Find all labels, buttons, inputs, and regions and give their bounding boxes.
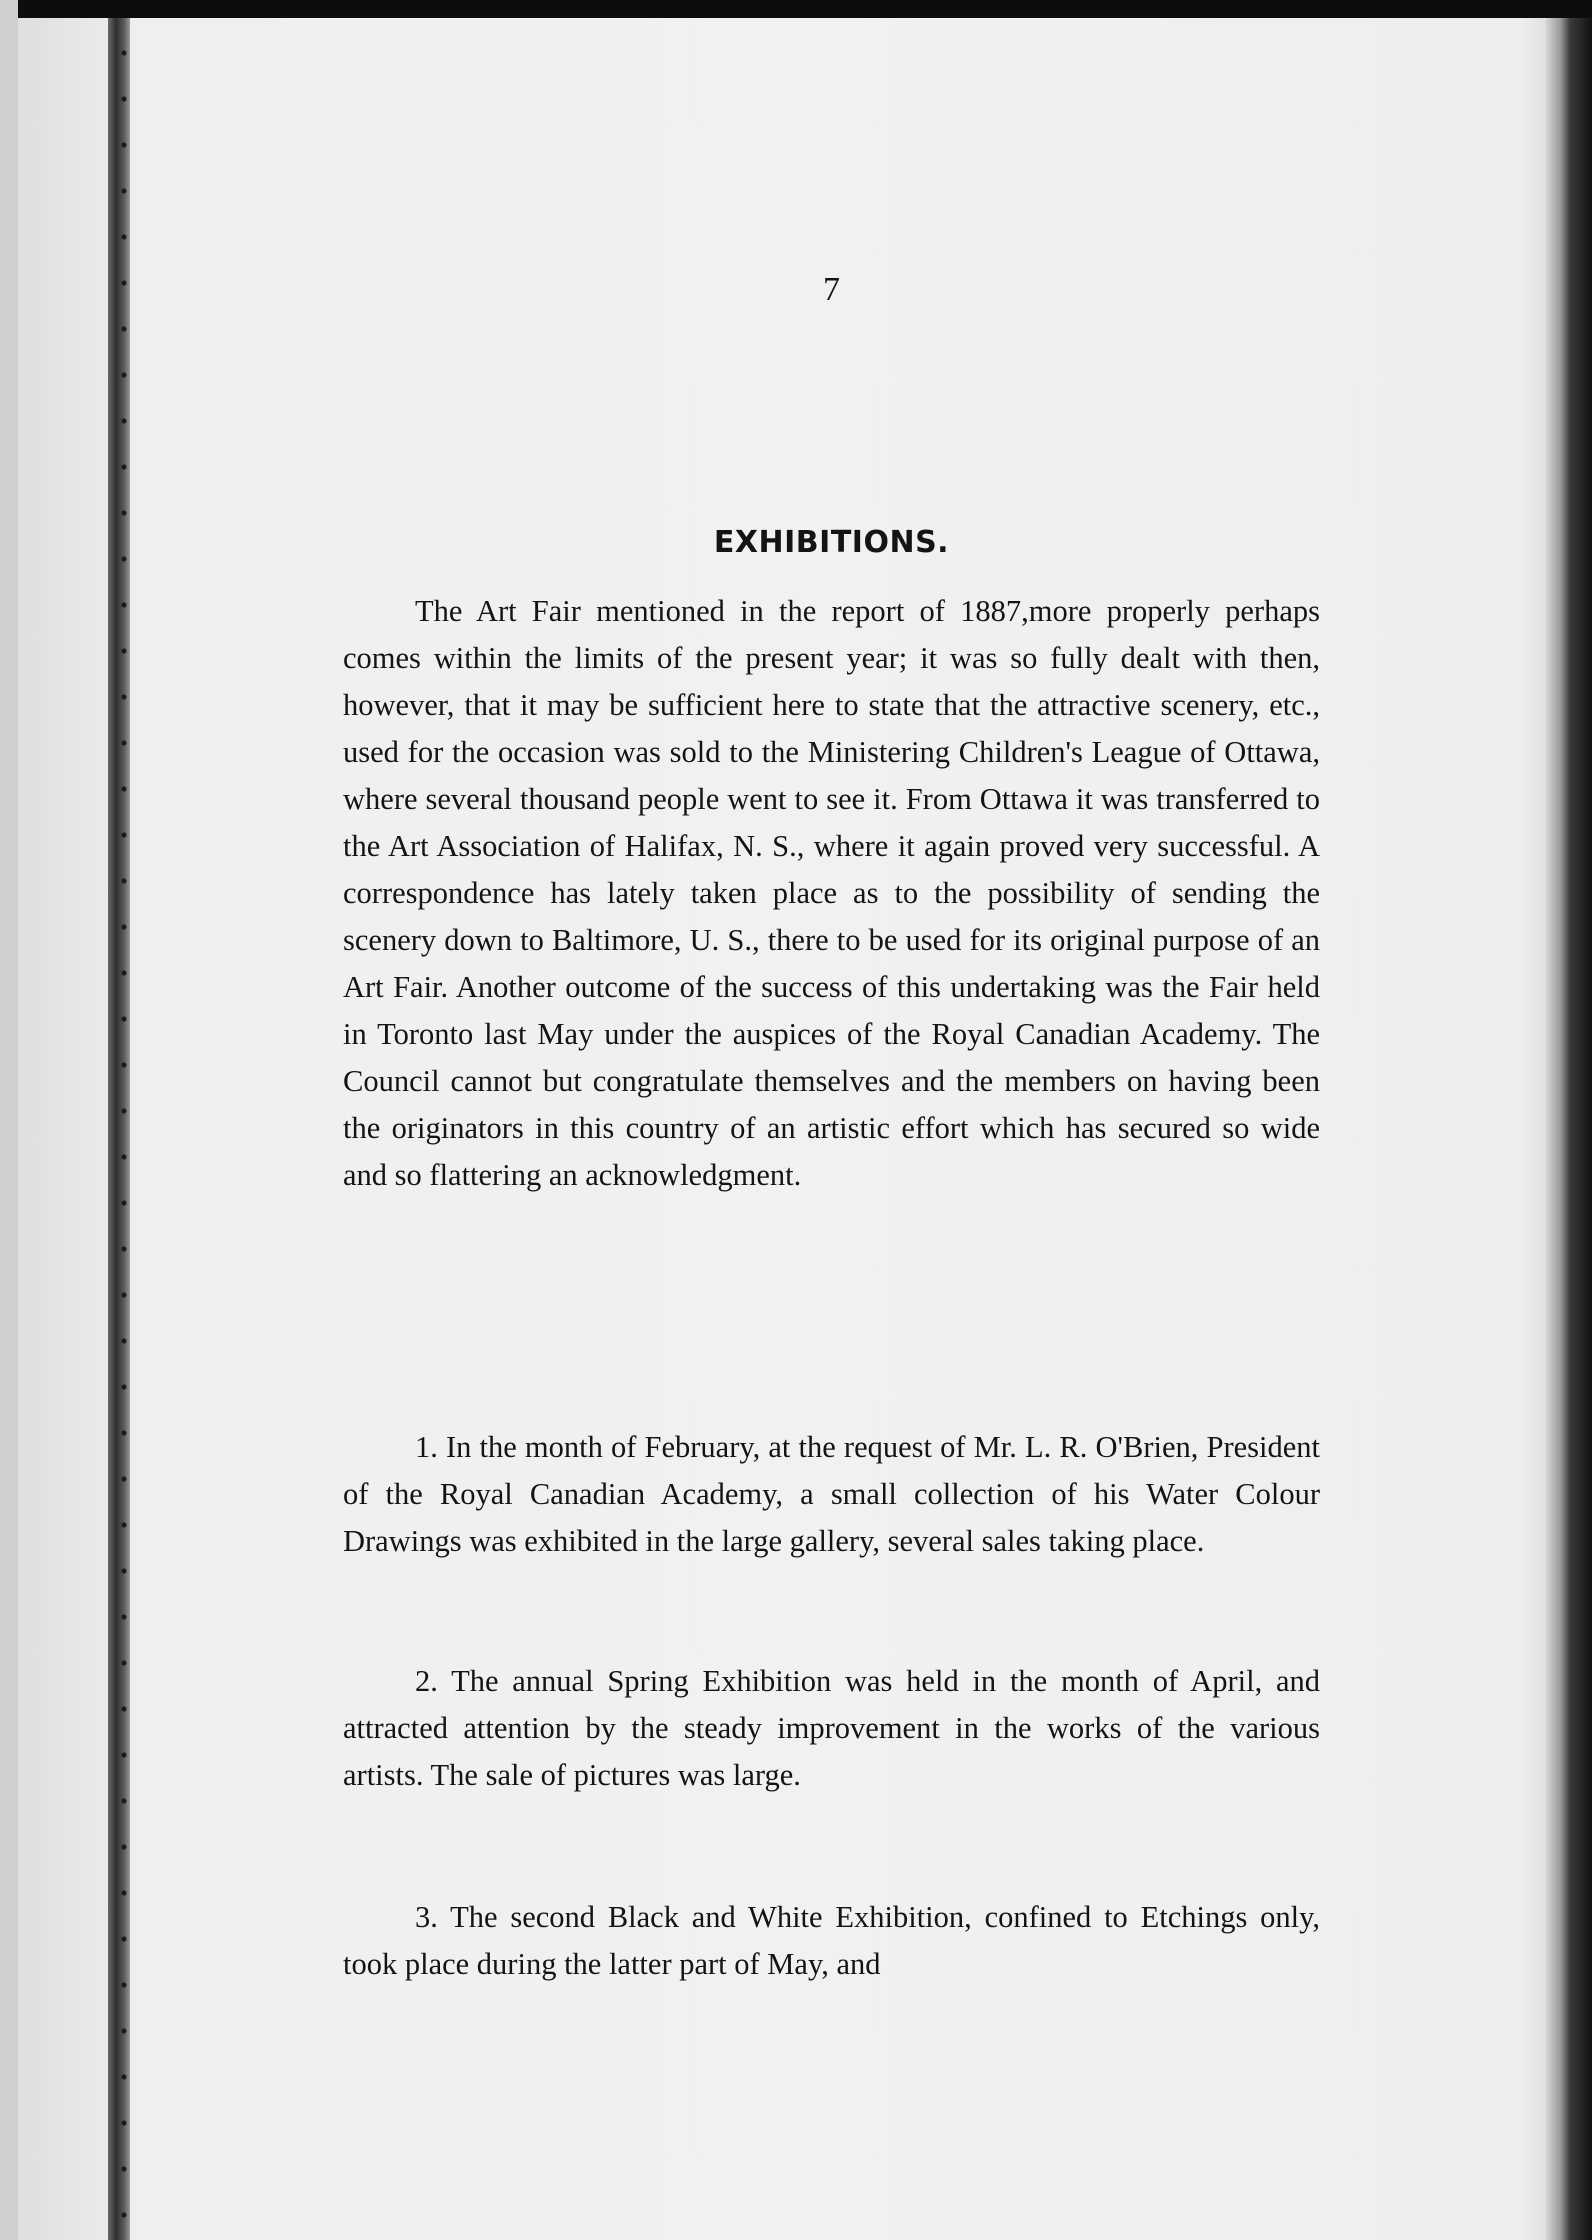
page-number: 7 [823,271,840,308]
binding-stitches [118,30,130,2220]
page-right-edge [1546,18,1592,2240]
page-top-edge [0,0,1592,18]
paragraph-item-3: 3. The second Black and White Exhibition, confined to Etchings only, took place during the latter part of May, and [343,1900,1320,1981]
paragraph-item-1: 1. In the month of February, at the request of Mr. L. R. O'Brien, President of the Royal Canadian Academy, a small collection of his Water Colour Drawings was exhibited in the large gallery, several sales taking place. [343,1430,1320,1558]
page-left-margin [0,0,18,2240]
paragraph-art-fair: The Art Fair mentioned in the report of 1887,more properly perhaps comes within the limits of the present year; it was so fully dealt with then, however, that it may be sufficient here to state that the attractive scenery, etc., used for the occasion was sold to the Ministering Children's League of Ottawa, where several thousand people went to see it. From Ottawa it was transferred to the Art Association of Halifax, N. S., where it again proved very successful. A correspondence has lately taken place as to the possibility of sending the scenery down to Baltimore, U. S., there to be used for its original purpose of an Art Fair. Another outcome of the success of this undertaking was the Fair held in Toronto last May under the auspices of the Royal Canadian Academy. The Council cannot but congratulate themselves and the members on having been the originators in this country of an artistic effort which has secured so wide and so flattering an acknowledgment. [343,594,1320,1192]
paragraph-item-2: 2. The annual Spring Exhibition was held in the month of April, and attracted attention by the steady improvement in the works of the various artists. The sale of pictures was large. [343,1664,1320,1792]
section-heading: EXHIBITIONS. [713,525,950,560]
